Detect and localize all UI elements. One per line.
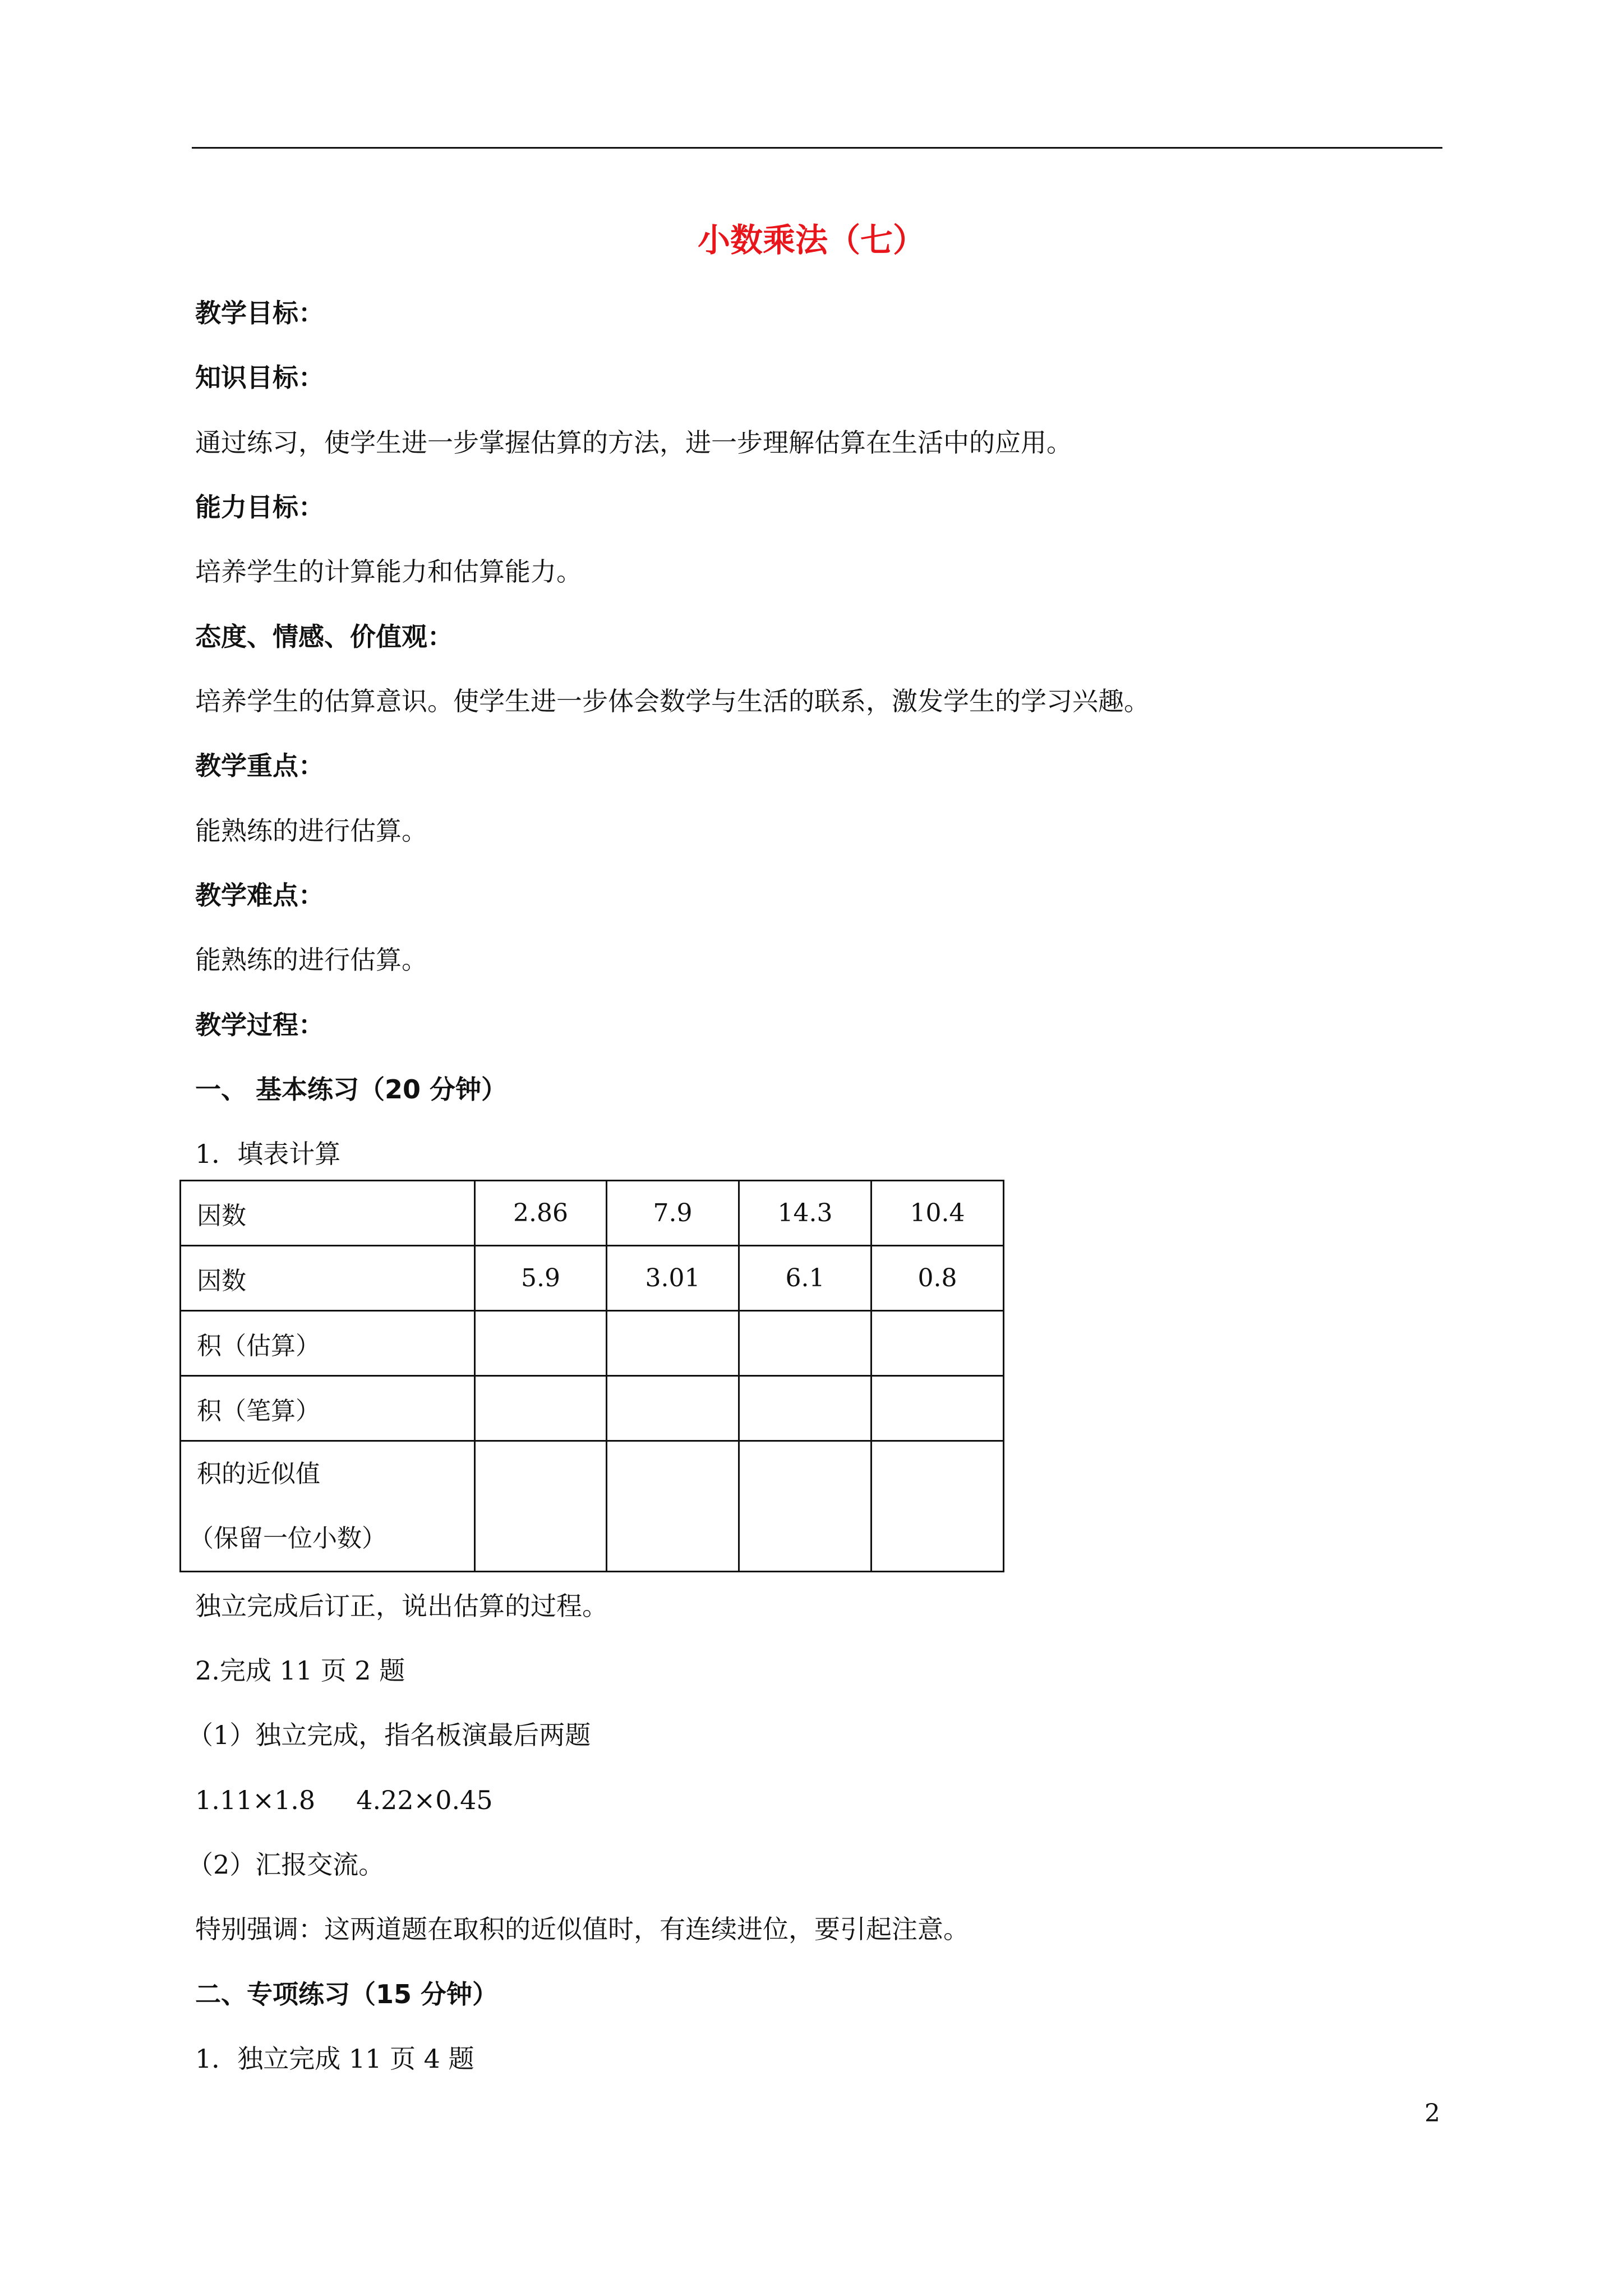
table-row [181, 1181, 1004, 1246]
empty-cell [475, 1376, 607, 1441]
row-label: 积（估算） [181, 1311, 475, 1376]
part1-heading: 一、 基本练习（20 分钟） [195, 1074, 508, 1105]
process-heading: 教学过程： [195, 1010, 324, 1040]
table-cell: 2.86 [475, 1181, 607, 1246]
page-number: 2 [1424, 2099, 1440, 2128]
table-cell: 10.4 [872, 1181, 1004, 1246]
empty-cell [872, 1311, 1004, 1376]
row-label: 因数 [181, 1246, 475, 1311]
item2-problems: 1.11×1.8 4.22×0.45 [195, 1785, 493, 1815]
empty-cell [607, 1376, 739, 1441]
table-cell: 14.3 [739, 1181, 872, 1246]
table-cell: 6.1 [739, 1246, 872, 1311]
key-heading: 教学重点： [195, 751, 324, 781]
difficulty-text: 能熟练的进行估算。 [195, 945, 427, 975]
ability-text: 培养学生的计算能力和估算能力。 [195, 556, 582, 587]
empty-cell [739, 1376, 872, 1441]
table-cell: 3.01 [607, 1246, 739, 1311]
after-table-text: 独立完成后订正，说出估算的过程。 [195, 1591, 608, 1621]
part2-item1: 1．独立完成 11 页 4 题 [195, 2044, 474, 2074]
item2-sub2: （2）汇报交流。 [187, 1849, 385, 1880]
header-rule [192, 147, 1442, 149]
empty-cell [475, 1441, 607, 1572]
key-text: 能熟练的进行估算。 [195, 816, 427, 846]
table-cell: 0.8 [872, 1246, 1004, 1311]
row-label-line1: 积的近似值 [197, 1460, 320, 1488]
table-row [181, 1311, 1004, 1376]
emphasis-text: 特别强调：这两道题在取积的近似值时，有连续进位，要引起注意。 [195, 1914, 969, 1944]
item1-text: 1．填表计算 [195, 1139, 341, 1169]
empty-cell [739, 1441, 872, 1572]
page-title: 小数乘法（七） [697, 221, 925, 259]
table-row [181, 1441, 1004, 1572]
row-label [181, 1441, 475, 1572]
empty-cell [872, 1376, 1004, 1441]
table-row [181, 1246, 1004, 1311]
table-row [181, 1376, 1004, 1441]
empty-cell [607, 1441, 739, 1572]
difficulty-heading: 教学难点： [195, 880, 324, 910]
empty-cell [739, 1311, 872, 1376]
table-cell: 5.9 [475, 1246, 607, 1311]
row-label-line2: （保留一位小数） [189, 1524, 386, 1553]
attitude-heading: 态度、情感、价值观： [195, 622, 453, 652]
attitude-text: 培养学生的估算意识。使学生进一步体会数学与生活的联系，激发学生的学习兴趣。 [195, 686, 1150, 716]
knowledge-text: 通过练习，使学生进一步掌握估算的方法，进一步理解估算在生活中的应用。 [195, 427, 1072, 458]
item2-sub1: （1）独立完成，指名板演最后两题 [187, 1720, 591, 1750]
goals-heading: 教学目标： [195, 298, 324, 328]
part2-heading: 二、专项练习（15 分钟） [195, 1979, 499, 2009]
empty-cell [872, 1441, 1004, 1572]
row-label: 因数 [181, 1181, 475, 1246]
item2-text: 2.完成 11 页 2 题 [195, 1655, 405, 1686]
knowledge-heading: 知识目标： [195, 362, 324, 393]
empty-cell [475, 1311, 607, 1376]
fill-in-table [179, 1180, 1004, 1572]
empty-cell [607, 1311, 739, 1376]
row-label: 积（笔算） [181, 1376, 475, 1441]
table-cell: 7.9 [607, 1181, 739, 1246]
ability-heading: 能力目标： [195, 492, 324, 522]
